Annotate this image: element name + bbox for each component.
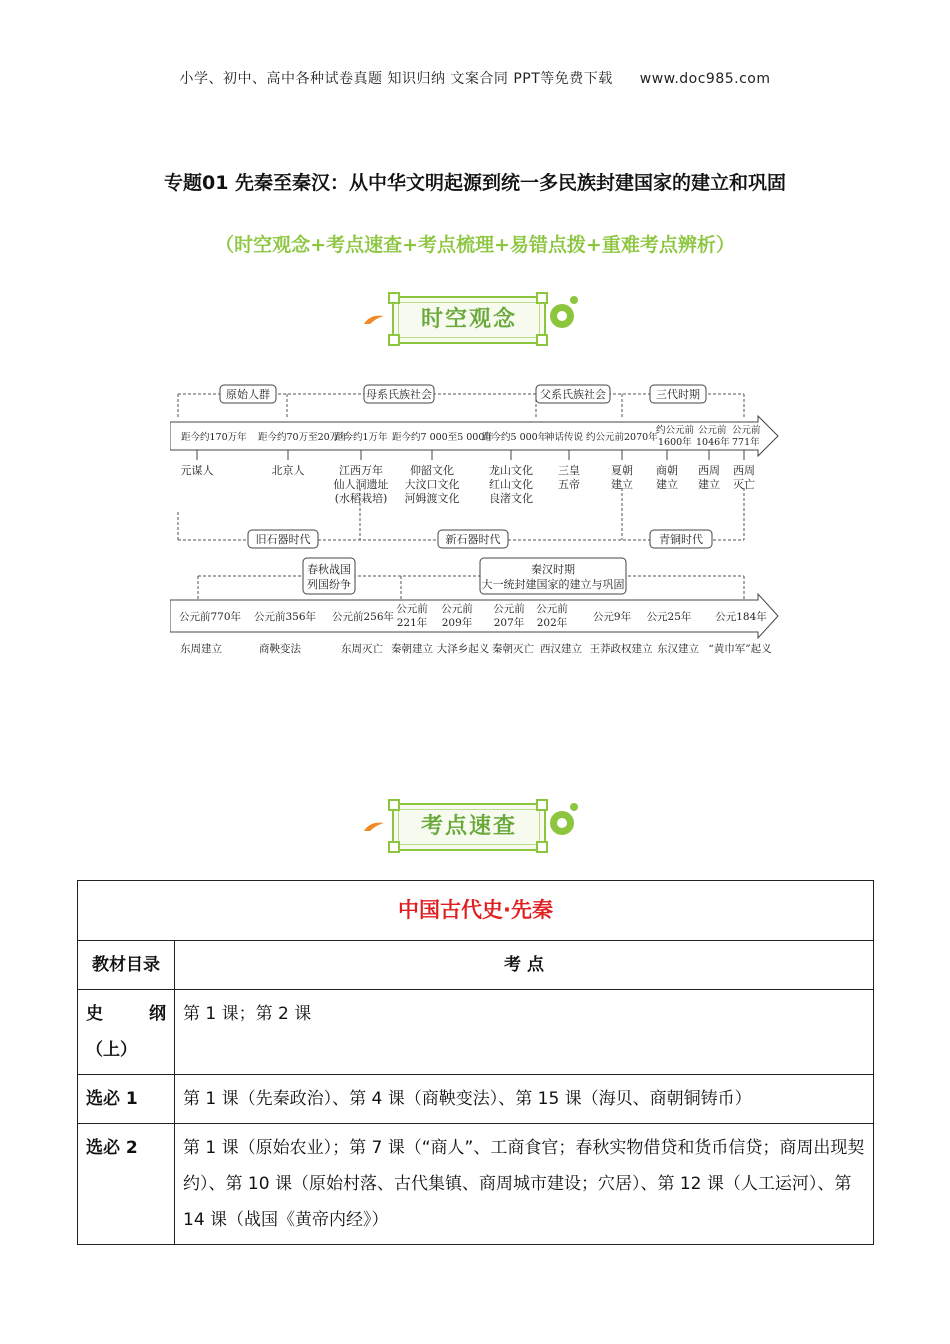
time-label: 公元前 (441, 603, 473, 615)
time-label: 1600年 (658, 437, 692, 448)
header-url[interactable]: www.doc985.com (639, 71, 771, 87)
event-label: 红山文化 (489, 478, 533, 491)
event-label: 秦朝灭亡 (492, 643, 534, 655)
time-label: 公元前 (732, 425, 761, 436)
page-header (0, 68, 950, 88)
event-label: 商鞅变法 (259, 643, 301, 655)
event-label: 东周灭亡 (341, 643, 383, 655)
time-label: 公元25年 (646, 611, 692, 623)
event-label: 王莽政权建立 (589, 643, 653, 655)
event-label: 良渚文化 (489, 492, 533, 505)
event-label: 西汉建立 (540, 643, 582, 655)
event-label: 江西万年 (339, 464, 383, 477)
points-cell: 第 1 课（原始农业）；第 7 课（“商人”、工商食官；春秋实物借贷和货币信贷；商周出现契约）、第 10 课（原始村落、古代集镇、商周城市建设；穴居）、第 12 课（人工运河）、第 14 课（战国《黄帝内经》） (175, 1124, 874, 1245)
time-label: 距今约70万至20万年 (258, 432, 349, 443)
era-label: 父系氏族社会 (540, 388, 606, 401)
time-label: 209年 (441, 617, 473, 629)
event-label: 仙人洞遗址 (333, 478, 389, 491)
age-label: 旧石器时代 (255, 533, 311, 546)
time-label: 距今约5 000年 (482, 432, 548, 443)
points-cell: 第 1 课；第 2 课 (175, 990, 874, 1075)
table-caption: 中国古代史·先秦 (78, 881, 874, 941)
time-label: 公元前 (493, 603, 525, 615)
time-label: 距今约1万年 (334, 432, 388, 443)
event-label: 西周 (733, 464, 755, 477)
period-label: 秦汉时期 (531, 563, 575, 576)
event-label: 龙山文化 (489, 464, 533, 477)
event-label: 仰韶文化 (410, 464, 454, 477)
quick-check-section-badge (362, 797, 582, 857)
age-label: 青铜时代 (659, 533, 703, 546)
timeline-eastern-zhou-to-han (170, 556, 790, 660)
time-label: 约公元前 (656, 425, 695, 436)
event-label: 大泽乡起义 (436, 643, 490, 655)
coin-icon (550, 304, 574, 328)
timeline-section-badge (362, 290, 582, 350)
brush-icon (362, 819, 386, 833)
time-label: 公元184年 (715, 611, 767, 623)
header-text: 小学、初中、高中各种试卷真题 知识归纳 文案合同 PPT等免费下载 (179, 71, 613, 87)
time-label: 202年 (536, 617, 568, 629)
time-label: 约公元前2070年 (586, 432, 658, 443)
time-label: 公元前770年 (178, 611, 242, 623)
time-label: 公元9年 (592, 611, 632, 623)
event-label: 建立 (698, 478, 720, 491)
table-row (78, 1124, 874, 1245)
event-label: 建立 (656, 478, 678, 491)
coin-icon (550, 811, 574, 835)
event-label: 夏朝 (611, 464, 633, 477)
time-label: 221年 (396, 617, 428, 629)
column-header-points: 考 点 (175, 941, 874, 990)
badge-label: 时空观念 (420, 307, 517, 332)
time-label: 公元前 (536, 603, 568, 615)
table-row (78, 1075, 874, 1124)
timeline-prehistory-to-zhou (170, 378, 790, 556)
time-label: 公元前356年 (253, 611, 317, 623)
period-label: 春秋战国 (307, 563, 351, 576)
time-label: 公元前256年 (331, 611, 395, 623)
event-label: 灭亡 (733, 478, 755, 491)
era-label: 母系氏族社会 (366, 388, 432, 401)
page-title: 专题01 先秦至秦汉：从中华文明起源到统一多民族封建国家的建立和巩固 (163, 172, 787, 194)
age-label: 新石器时代 (445, 533, 501, 546)
time-label: 1046年 (696, 437, 730, 448)
badge-label: 考点速查 (420, 814, 517, 839)
event-label: 大汶口文化 (404, 478, 460, 491)
period-label: 列国纷争 (307, 578, 351, 591)
page-subtitle: （时空观念+考点速查+考点梳理+易错点拨+重难考点辨析） (215, 234, 735, 256)
event-label: 东周建立 (180, 643, 222, 655)
event-label: 西周 (698, 464, 720, 477)
time-label: 距今约170万年 (181, 432, 247, 443)
event-label: 商朝 (656, 464, 678, 477)
event-label: 东汉建立 (657, 643, 699, 655)
period-label: 大一统封建国家的建立与巩固 (481, 578, 625, 591)
event-label: 北京人 (271, 464, 305, 477)
exam-points-table (77, 880, 874, 1245)
event-label: “黄巾军”起义 (708, 643, 772, 655)
time-label: 207年 (493, 617, 525, 629)
event-label: (水稻栽培) (334, 492, 388, 505)
event-label: 建立 (611, 478, 633, 491)
points-cell: 第 1 课（先秦政治）、第 4 课（商鞅变法）、第 15 课（海贝、商朝铜铸币） (175, 1075, 874, 1124)
event-label: 三皇 (558, 464, 580, 477)
time-label: 距今约7 000至5 000年 (392, 432, 494, 443)
time-label: 公元前 (396, 603, 428, 615)
textbook-cell: 选必 1 (78, 1075, 175, 1124)
time-label: 771年 (732, 437, 760, 448)
era-label: 原始人群 (226, 388, 270, 401)
time-label: 神话传说 (545, 432, 584, 443)
column-header-textbook: 教材目录 (78, 941, 175, 990)
event-label: 五帝 (558, 478, 580, 491)
era-label: 三代时期 (656, 388, 700, 401)
table-row (78, 990, 874, 1075)
brush-icon (362, 312, 386, 326)
event-label: 河姆渡文化 (404, 492, 460, 505)
textbook-cell: 选必 2 (78, 1124, 175, 1245)
time-label: 公元前 (698, 425, 727, 436)
event-label: 元谋人 (180, 464, 214, 477)
textbook-cell: 史 纲 （上） (78, 990, 175, 1075)
event-label: 秦朝建立 (391, 643, 433, 655)
